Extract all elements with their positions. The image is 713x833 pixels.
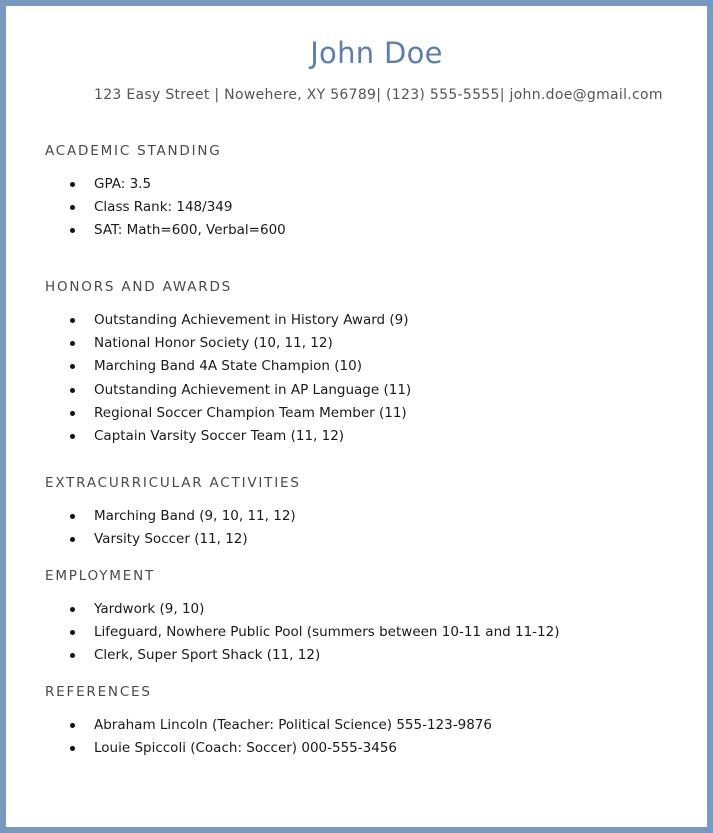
list-item <box>45 173 286 196</box>
section-extracurricular-activities <box>45 475 301 551</box>
section-honors-and-awards <box>45 279 411 448</box>
section-heading: REFERENCES <box>45 684 152 700</box>
list-item-text: Regional Soccer Champion Team Member (11) <box>94 404 407 421</box>
list-item <box>45 379 411 402</box>
list-item-text: GPA: 3.5 <box>94 176 152 192</box>
resume-page <box>6 6 707 827</box>
bullet-icon <box>70 746 75 751</box>
bullet-list <box>45 309 411 448</box>
list-item-text: Abraham Lincoln (Teacher: Political Science) 555-123-9876 <box>94 717 492 733</box>
section-academic-standing <box>45 143 286 243</box>
list-item-text: Outstanding Achievement in AP Language (11) <box>94 381 412 398</box>
bullet-icon <box>70 228 75 233</box>
list-item <box>45 528 301 551</box>
section-heading: EMPLOYMENT <box>45 568 156 584</box>
bullet-list <box>45 714 492 760</box>
bullet-icon <box>70 341 75 346</box>
list-item <box>45 309 411 332</box>
section-employment <box>45 568 559 668</box>
contact-line: 123 Easy Street | Nowehere, XY 56789| (123) 555-5555| john.doe@gmail.com <box>94 87 663 103</box>
list-item-text: Outstanding Achievement in History Award (9) <box>94 312 409 328</box>
list-item-text: SAT: Math=600, Verbal=600 <box>94 222 286 239</box>
list-item-text: Captain Varsity Soccer Team (11, 12) <box>94 427 345 444</box>
bullet-icon <box>70 205 75 210</box>
section-references <box>45 684 492 760</box>
list-item-text: Class Rank: 148/349 <box>94 199 233 216</box>
bullet-icon <box>70 630 75 635</box>
list-item-text: Yardwork (9, 10) <box>94 601 205 617</box>
bullet-icon <box>70 607 75 612</box>
bullet-list <box>45 173 286 243</box>
bullet-icon <box>70 388 75 393</box>
section-heading: ACADEMIC STANDING <box>45 143 222 159</box>
list-item-text: Lifeguard, Nowhere Public Pool (summers between 10-11 and 11-12) <box>94 624 560 641</box>
list-item <box>45 219 286 242</box>
bullet-icon <box>70 653 75 658</box>
list-item <box>45 402 411 425</box>
bullet-icon <box>70 434 75 439</box>
list-item-text: Varsity Soccer (11, 12) <box>94 531 248 548</box>
list-item <box>45 505 301 528</box>
bullet-list <box>45 505 301 551</box>
bullet-icon <box>70 723 75 728</box>
list-item <box>45 598 559 621</box>
section-heading: EXTRACURRICULAR ACTIVITIES <box>45 475 301 491</box>
list-item <box>45 332 411 355</box>
bullet-icon <box>70 514 75 519</box>
list-item-text: Marching Band 4A State Champion (10) <box>94 358 362 375</box>
list-item <box>45 355 411 378</box>
resume-name: John Doe <box>310 36 443 70</box>
list-item <box>45 621 559 644</box>
bullet-icon <box>70 537 75 542</box>
list-item <box>45 644 559 667</box>
list-item-text: Clerk, Super Sport Shack (11, 12) <box>94 647 321 664</box>
list-item <box>45 714 492 737</box>
bullet-icon <box>70 318 75 323</box>
list-item <box>45 737 492 760</box>
list-item <box>45 196 286 219</box>
bullet-icon <box>70 411 75 416</box>
list-item-text: National Honor Society (10, 11, 12) <box>94 335 333 352</box>
bullet-list <box>45 598 559 668</box>
list-item <box>45 425 411 448</box>
bullet-icon <box>70 182 75 187</box>
list-item-text: Louie Spiccoli (Coach: Soccer) 000-555-3456 <box>94 740 397 757</box>
bullet-icon <box>70 364 75 369</box>
list-item-text: Marching Band (9, 10, 11, 12) <box>94 508 296 524</box>
section-heading: HONORS AND AWARDS <box>45 279 233 295</box>
